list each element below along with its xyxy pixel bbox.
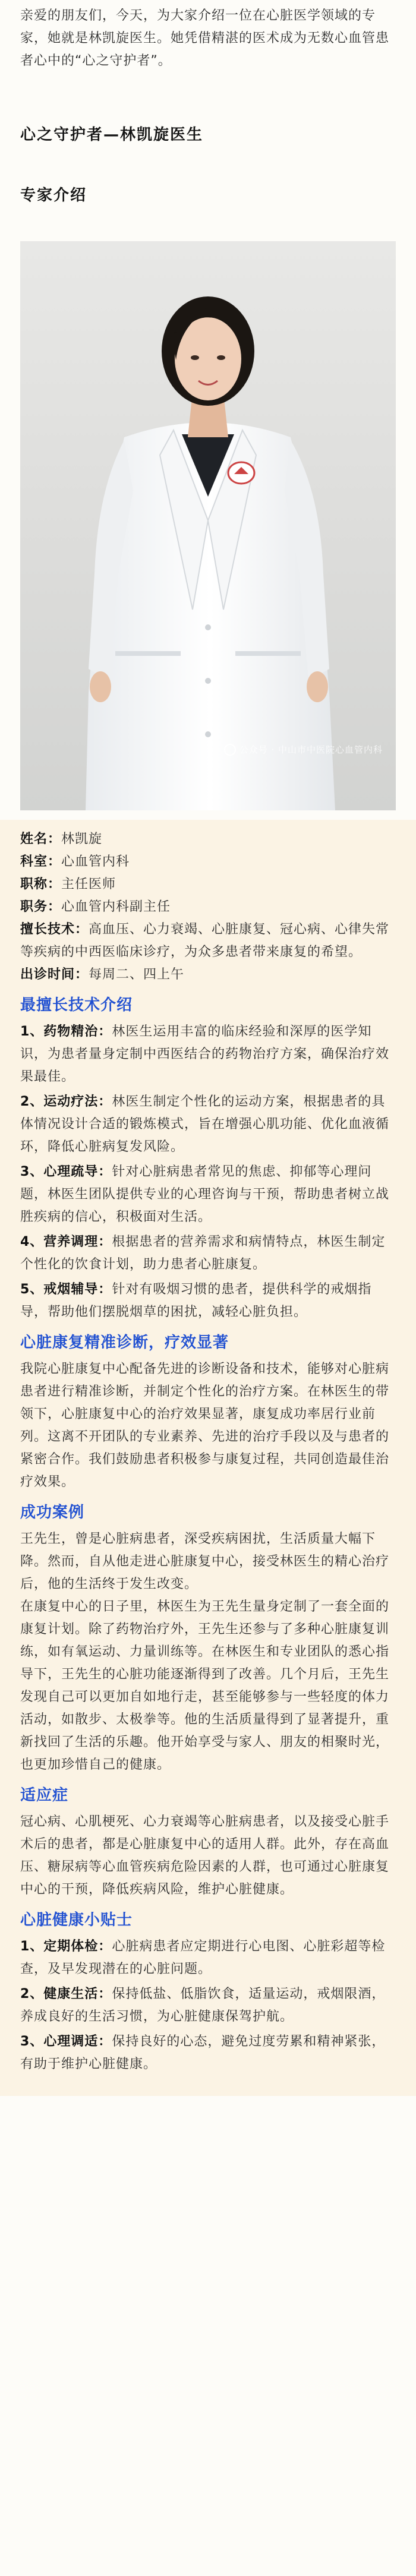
article-page bbox=[0, 5, 416, 2096]
profile-block bbox=[20, 828, 396, 986]
indication-section-title: 适应症 bbox=[20, 1786, 69, 1804]
main-heading: 心之守护者—林凯旋医生 bbox=[20, 126, 204, 144]
profile-position: 职务：心血管内科副主任 bbox=[20, 899, 171, 914]
list-item: 1、定期体检：心脏病患者应定期进行心电图、心脏彩超等检查，及早发现潜在的心脏问题。 bbox=[20, 1939, 386, 1977]
profile-title: 职称：主任医师 bbox=[20, 877, 116, 892]
tips-section-title: 心脏健康小贴士 bbox=[20, 1911, 133, 1929]
profile-department: 科室：心血管内科 bbox=[20, 854, 130, 869]
case-paragraph: 在康复中心的日子里，林医生为王先生量身定制了一套全面的康复计划。除了药物治疗外，王先生还参与了多种心脏康复训练，如有氧运动、力量训练等。在林医生和专业团队的悉心指导下，王先生的心脏功能逐渐得到了改善。几个月后，王先生发现自己可以更加自如地行走，甚至能够参与一些轻度的体力活动，如散步、太极拳等。他的生活质量得到了显著提升，重新找回了生活的乐趣。他开始享受与家人、朋友的相聚时光，也更加珍惜自己的健康。 bbox=[20, 1599, 390, 1772]
case-paragraph: 王先生，曾是心脏病患者，深受疾病困扰，生活质量大幅下降。然而，自从他走进心脏康复中心，接受林医生的精心治疗后，他的生活终于发生改变。 bbox=[20, 1532, 390, 1592]
tech-list bbox=[20, 1021, 396, 1324]
content-card bbox=[0, 820, 416, 2096]
rehab-section-title: 心脏康复精准诊断，疗效显著 bbox=[20, 1334, 229, 1352]
list-item: 4、营养调理：根据患者的营养需求和病情特点，林医生制定个性化的饮食计划，助力患者心脏康复。 bbox=[20, 1235, 386, 1272]
watermark-text: 公众号 · 中山市中医院心血管内科 bbox=[239, 744, 383, 755]
indication-paragraph: 冠心病、心肌梗死、心力衰竭等心脏病患者，以及接受心脏手术后的患者，都是心脏康复中心的适用人群。此外，存在高血压、糖尿病等心血管疾病危险因素的人群，也可通过心脏康复中心的干预，降低疾病风险，维护心脏健康。 bbox=[20, 1814, 390, 1897]
intro-paragraph: 亲爱的朋友们，今天，为大家介绍一位在心脏医学领域的专家，她就是林凯旋医生。她凭借精湛的医术成为无数心血管患者心中的“心之守护者”。 bbox=[20, 8, 390, 68]
doctor-portrait-image bbox=[20, 241, 396, 810]
profile-specialty: 擅长技术：高血压、心力衰竭、心脏康复、冠心病、心律失常等疾病的中西医临床诊疗，为众多患者带来康复的希望。 bbox=[20, 922, 390, 959]
article-header bbox=[0, 5, 416, 207]
list-item: 2、运动疗法：林医生制定个性化的运动方案，根据患者的具体情况设计合适的锻炼模式，旨在增强心肌功能、优化血液循环，降低心脏病复发风险。 bbox=[20, 1094, 390, 1154]
list-item: 3、心理疏导：针对心脏病患者常见的焦虑、抑郁等心理问题，林医生团队提供专业的心理咨询与干预，帮助患者树立战胜疾病的信心，积极面对生活。 bbox=[20, 1164, 390, 1224]
rehab-paragraph: 我院心脏康复中心配备先进的诊断设备和技术，能够对心脏病患者进行精准诊断，并制定个性化的治疗方案。在林医生的带领下，心脏康复中心的治疗效果显著，康复成功率居行业前列。这离不开团队的专业素养、先进的治疗手段以及与患者的紧密合作。我们鼓励患者积极参与康复过程，共同创造最佳治疗效果。 bbox=[20, 1362, 390, 1489]
photo-watermark bbox=[224, 743, 383, 756]
profile-clinic-hours: 出诊时间：每周二、四上午 bbox=[20, 967, 185, 982]
doctor-photo bbox=[20, 241, 396, 810]
case-section-title: 成功案例 bbox=[20, 1504, 85, 1521]
list-item: 1、药物精治：林医生运用丰富的临床经验和深厚的医学知识，为患者量身定制中西医结合的药物治疗方案，确保治疗效果最佳。 bbox=[20, 1024, 390, 1084]
list-item: 2、健康生活：保持低盐、低脂饮食，适量运动，戒烟限酒，养成良好的生活习惯，为心脏健康保驾护航。 bbox=[20, 1987, 386, 2024]
list-item: 3、心理调适：保持良好的心态，避免过度劳累和精神紧张，有助于维护心脏健康。 bbox=[20, 2034, 386, 2072]
tips-list bbox=[20, 1936, 396, 2076]
wechat-icon bbox=[224, 744, 236, 756]
tech-section-title: 最擅长技术介绍 bbox=[20, 996, 133, 1014]
list-item: 5、戒烟辅导：针对有吸烟习惯的患者，提供科学的戒烟指导，帮助他们摆脱烟草的困扰，减轻心脏负担。 bbox=[20, 1282, 372, 1319]
expert-heading: 专家介绍 bbox=[20, 187, 87, 204]
profile-name: 姓名：林凯旋 bbox=[20, 832, 103, 847]
